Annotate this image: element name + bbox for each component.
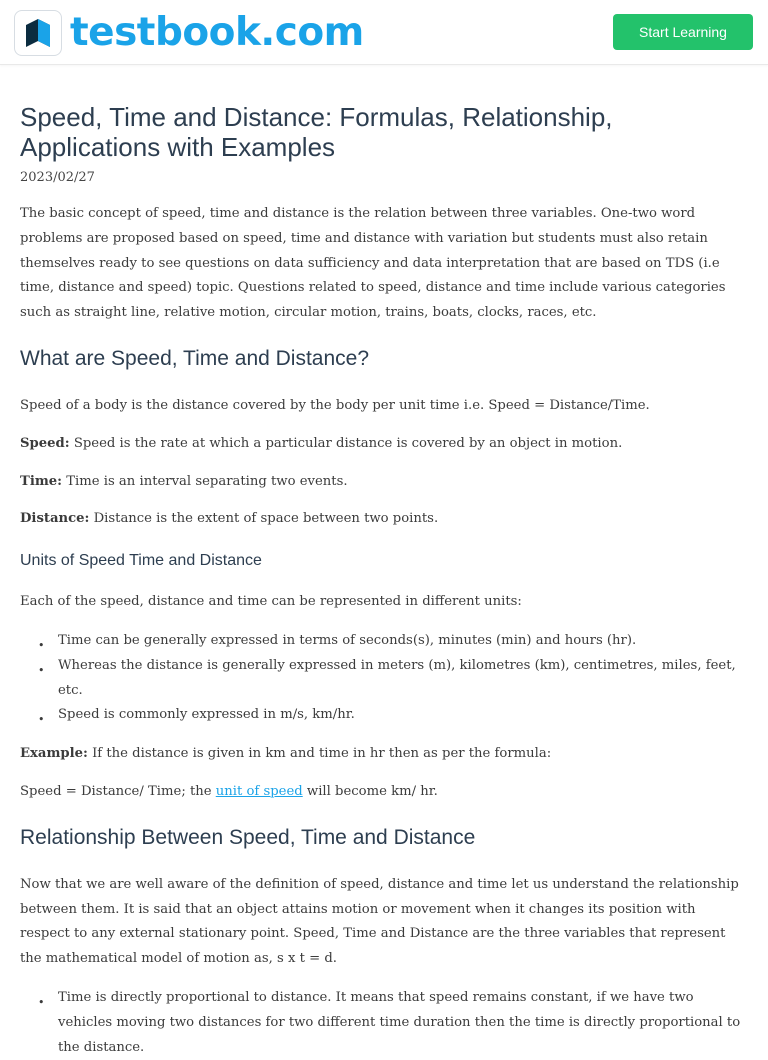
units-intro-paragraph: Each of the speed, distance and time can be represented in different units:: [20, 594, 522, 610]
section-heading-relationship: Relationship Between Speed, Time and Distance: [20, 825, 476, 849]
definition-term: Distance:: [20, 511, 90, 527]
list-item: • Time can be generally expressed in terms of seconds(s), minutes (min) and hours (hr).: [58, 629, 748, 654]
list-item: • Whereas the distance is generally expressed in meters (m), kilometres (km), centimetres, miles, feet, etc.: [58, 654, 748, 704]
start-learning-button[interactable]: Start Learning: [613, 14, 753, 50]
definition-text: Time is an interval separating two events.: [62, 473, 348, 489]
definition-distance: [20, 507, 748, 532]
section-heading-units: Units of Speed Time and Distance: [20, 552, 262, 570]
formula-text: Speed = Distance/ Time; the: [20, 783, 216, 799]
example-text: If the distance is given in km and time in hr then as per the formula:: [87, 746, 552, 762]
definition-term: Time:: [20, 473, 63, 489]
list-item: • Speed is commonly expressed in m/s, km/hr.: [58, 703, 748, 728]
unit-of-speed-link[interactable]: unit of speed: [215, 783, 303, 799]
example-paragraph: [20, 742, 748, 767]
speed-definition-paragraph: Speed of a body is the distance covered by the body per unit time i.e. Speed = Distance/Time.: [20, 397, 650, 413]
article: [0, 102, 768, 1060]
definition-speed: [20, 432, 748, 457]
example-term: Example:: [20, 746, 88, 762]
logo-wordmark: testbook.com: [70, 10, 364, 55]
intro-paragraph: The basic concept of speed, time and distance is the relation between three variables. One-two word problems are proposed based on speed, time and distance with variation but students must also retain themselves ready to see questions on data sufficiency and data interpretation that are based on TDS (i.e time, distance and speed) topic. Questions related to speed, distance and time include various categories such as straight line, relative motion, circular motion, trains, boats, clocks, races, etc.: [20, 206, 726, 321]
formula-paragraph: [20, 780, 748, 805]
definition-text: Speed is the rate at which a particular distance is covered by an object in motion.: [69, 435, 623, 451]
section-heading-what-are: What are Speed, Time and Distance?: [20, 346, 370, 370]
relationship-paragraph: Now that we are well aware of the definition of speed, distance and time let us understand the relationship between them. It is said that an object attains motion or movement when it changes its position with respect to any external stationary point. Speed, Time and Distance are the three variables that represent the mathematical model of motion as, s x t = d.: [20, 876, 739, 967]
list-item: • Time is directly proportional to distance. It means that speed remains constant, if we have two vehicles moving two distances for two different time duration then the time is directly proportional to the distance.: [58, 986, 748, 1060]
article-title: Speed, Time and Distance: Formulas, Relationship, Applications with Examples: [20, 102, 613, 162]
definition-text: Distance is the extent of space between two points.: [89, 511, 439, 527]
article-date: 2023/02/27: [20, 170, 95, 185]
units-list: [20, 629, 748, 728]
testbook-logo-icon: [14, 10, 62, 56]
relationship-list: [20, 986, 748, 1060]
site-header: [0, 0, 768, 65]
site-logo[interactable]: [14, 10, 364, 56]
formula-text-end: will become km/ hr.: [302, 783, 438, 799]
definition-term: Speed:: [20, 435, 70, 451]
definition-time: [20, 470, 748, 495]
